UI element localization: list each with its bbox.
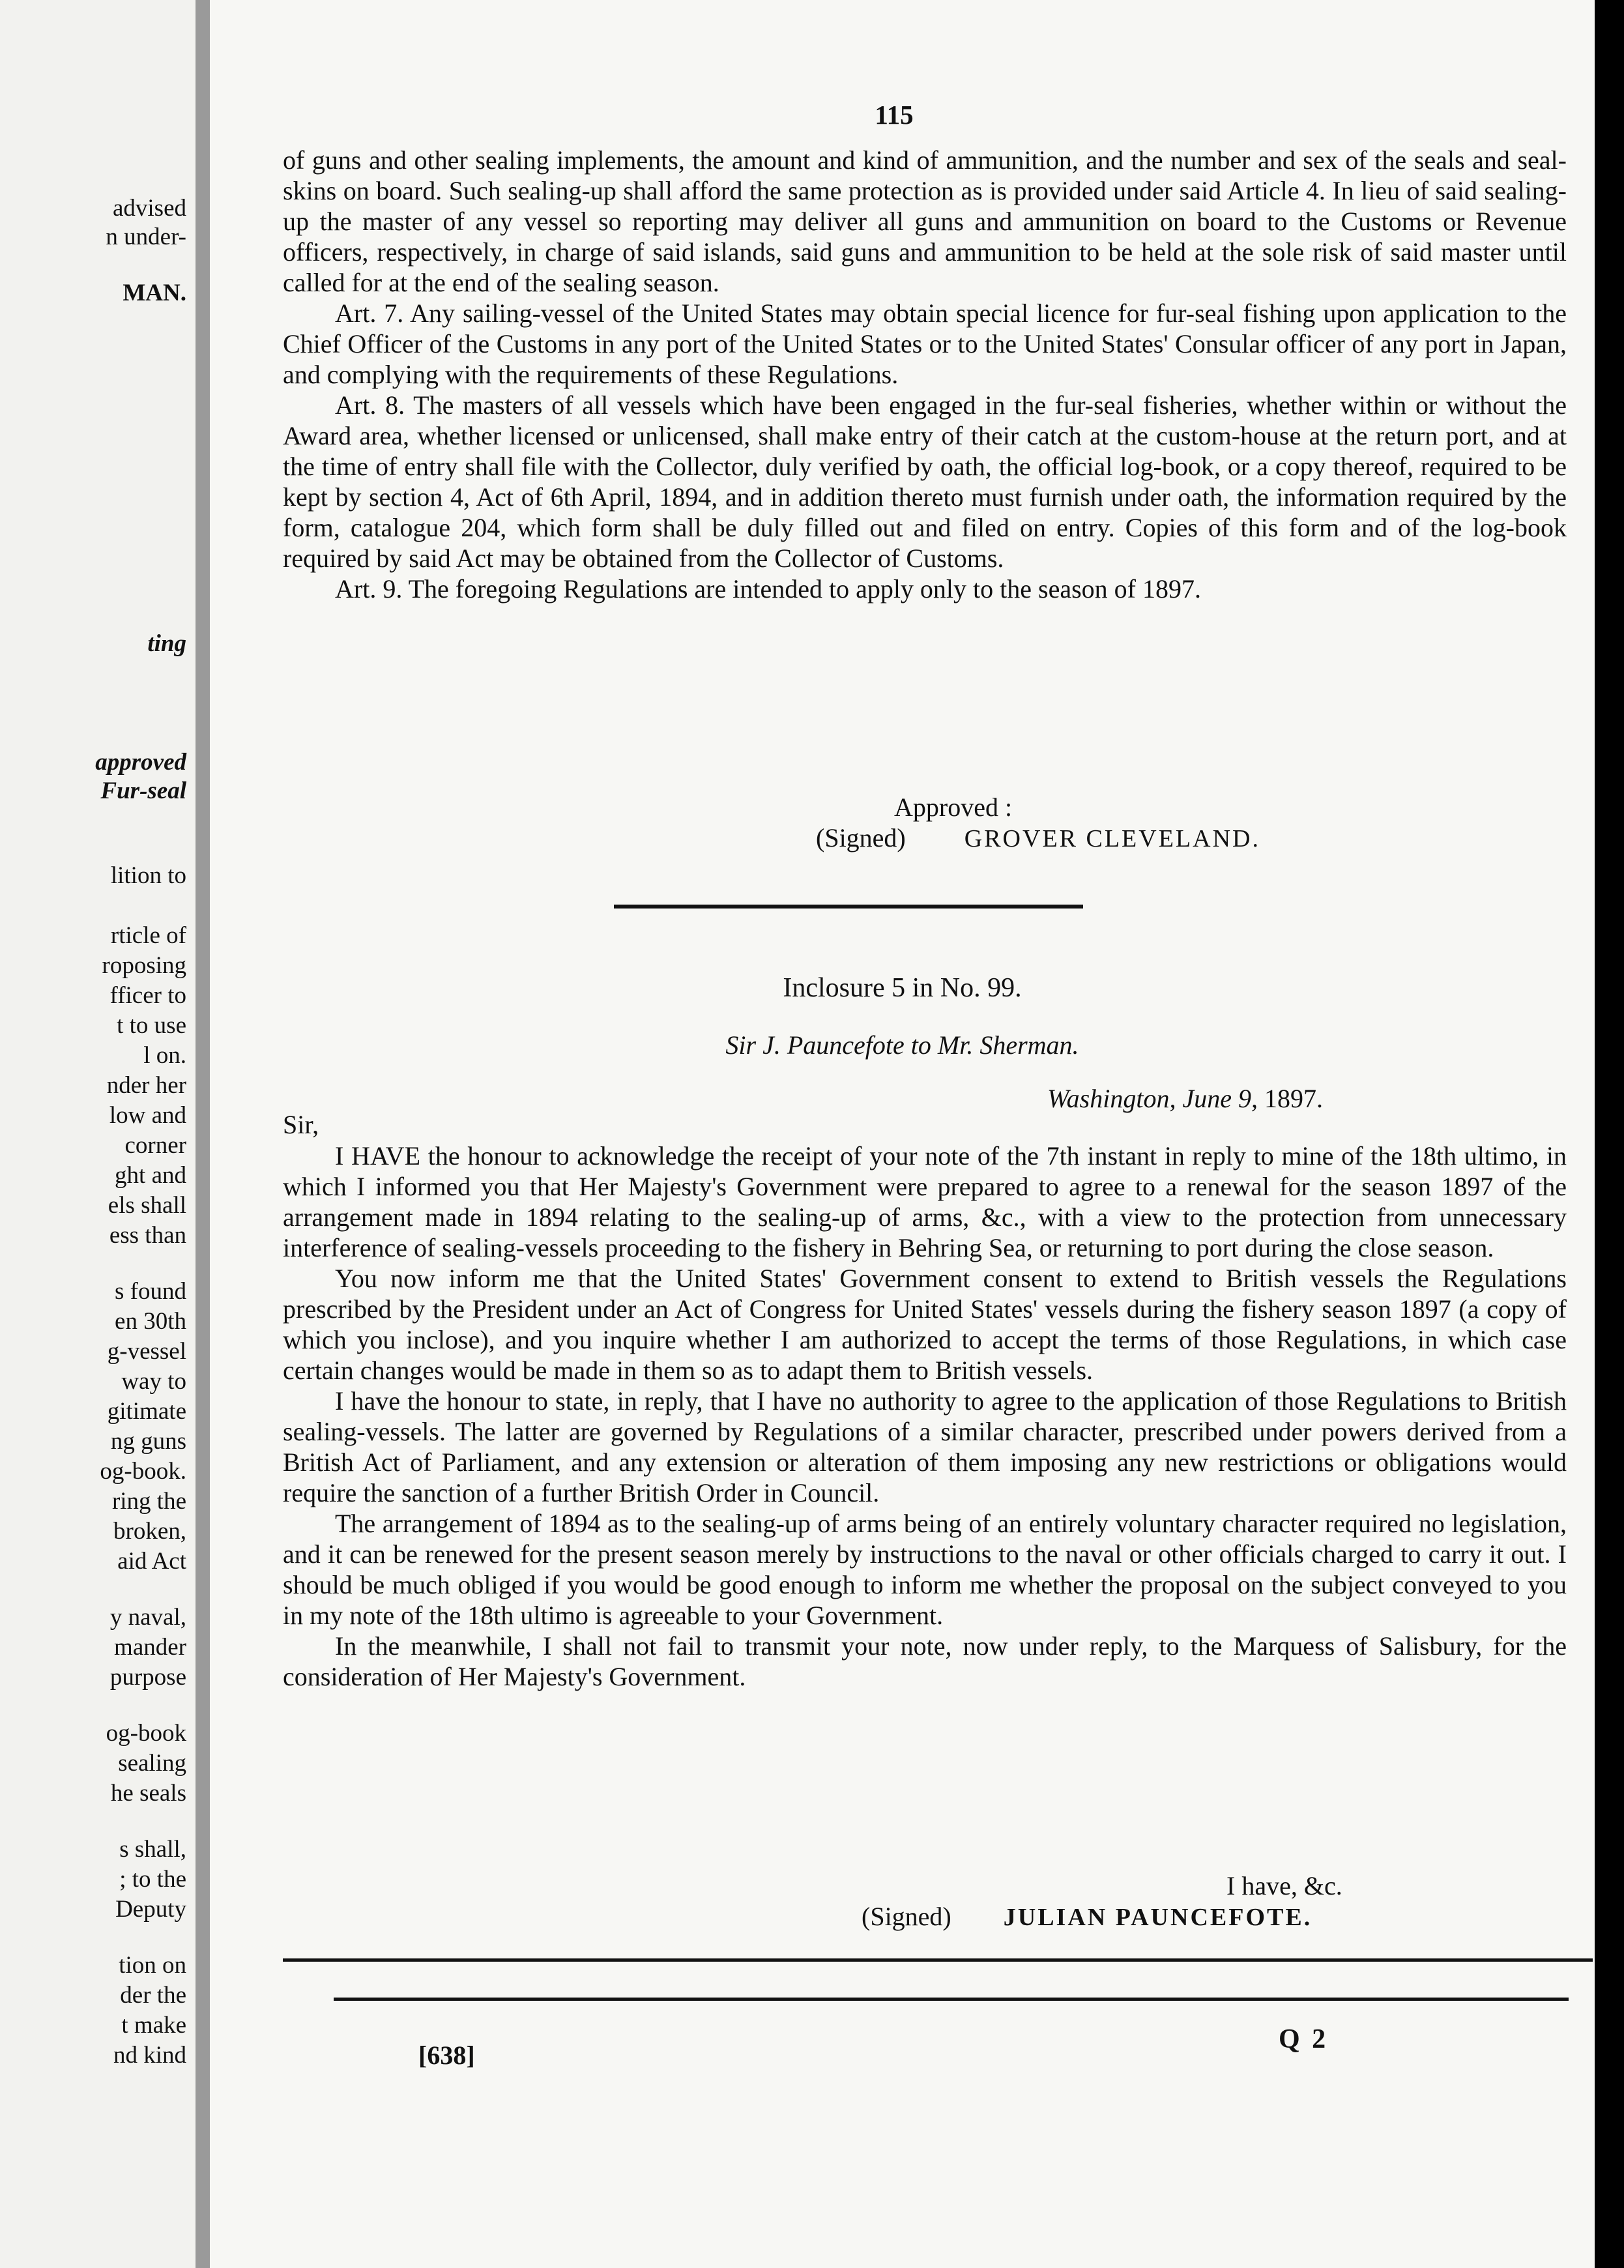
- adjacent-page-line: ting: [147, 630, 186, 657]
- adjacent-page-line: lition to: [110, 862, 186, 889]
- adjacent-page-line: t to use: [117, 1012, 186, 1039]
- adjacent-page-line: nd kind: [113, 2042, 186, 2069]
- adjacent-page-line: y naval,: [109, 1604, 186, 1631]
- adjacent-page-line: purpose: [109, 1664, 186, 1691]
- print-number: [638]: [418, 2041, 475, 2070]
- adjacent-page-line: roposing: [102, 952, 186, 979]
- page-number: 115: [875, 100, 914, 130]
- letter-body: [283, 1141, 1567, 1692]
- signature-mark: Q 2: [1279, 2024, 1329, 2054]
- adjacent-page-line: ; to the: [119, 1866, 186, 1893]
- footer-rule-lower: [334, 1998, 1569, 2001]
- adjacent-page-line: corner: [124, 1132, 186, 1159]
- adjacent-page-line: mander: [114, 1634, 186, 1661]
- adjacent-page-line: aid Act: [117, 1548, 186, 1575]
- letter-salutation: Sir,: [283, 1110, 319, 1139]
- signed-label: (Signed): [862, 1902, 951, 1931]
- adjacent-page-line: s found: [115, 1278, 186, 1305]
- adjacent-page-line: tion on: [119, 1952, 186, 1979]
- adjacent-page-line: broken,: [113, 1518, 186, 1545]
- section-divider: [614, 905, 1083, 909]
- letter-signature: [862, 1901, 1312, 1932]
- adjacent-page-line: t make: [121, 2012, 186, 2039]
- letter-paragraph-5: In the meanwhile, I shall not fail to transmit your note, now under reply, to the Marquess of Salisbury, for the consideration of Her Majesty's Government.: [283, 1631, 1567, 1691]
- signatory-name: JULIAN PAUNCEFOTE.: [1003, 1904, 1312, 1931]
- adjacent-page-line: ess than: [109, 1222, 186, 1249]
- dateline-place-date: Washington, June 9,: [1047, 1084, 1258, 1113]
- adjacent-page-line: he seals: [110, 1780, 186, 1807]
- letter-closing: I have, &c.: [1226, 1871, 1342, 1900]
- dateline-year: 1897.: [1264, 1084, 1323, 1113]
- adjacent-page-line: s shall,: [119, 1836, 186, 1863]
- approved-label: Approved :: [894, 792, 1013, 822]
- adjacent-page-line: ring the: [111, 1488, 186, 1515]
- letter-paragraph-2: You now inform me that the United States' Government consent to extend to British vessels the Regulations prescribed by the President under an Act of Congress for United States' vessels during the fishery season 1897 (a copy of which you inclose), and you inquire whether I am authorized to accept the terms of those Regulations, in which case certain changes would be made in them so as to adapt them to British vessels.: [283, 1264, 1567, 1385]
- article-7: Art. 7. Any sailing-vessel of the United States may obtain special licence for fur-seal fishing upon application to the Chief Officer of the Customs in any port of the United States or to the United States' Consular officer of any port in Japan, and complying with the requirements of these Regulations.: [283, 298, 1567, 389]
- adjacent-page-line: approved: [95, 749, 186, 776]
- adjacent-page-line: MAN.: [123, 280, 186, 306]
- adjacent-page-line: advised: [112, 195, 186, 222]
- page-gutter: [196, 0, 210, 2268]
- adjacent-page-line: sealing: [118, 1750, 186, 1777]
- adjacent-page-fragment: [0, 0, 196, 2268]
- adjacent-page-line: og-book: [106, 1720, 186, 1747]
- signed-label: (Signed): [816, 823, 906, 852]
- document-page: [210, 0, 1595, 2268]
- regulations-continuation: of guns and other sealing implements, the amount and kind of ammunition, and the number and sex of the seals and seal-skins on board. Such sealing-up shall afford the same protection as is provided under said Article 4. In lieu of said sealing-up the master of any vessel so reporting may deliver all guns and ammunition on board to the Customs or Revenue officers, respectively, in charge of said islands, said guns and ammunition to be held at the sole risk of said master until called for at the end of the sealing season.: [283, 145, 1567, 297]
- adjacent-page-line: l on.: [143, 1042, 186, 1069]
- article-8: Art. 8. The masters of all vessels which have been engaged in the fur-seal fisheries, whether within or without the Award area, whether licensed or unlicensed, shall make entry of their catch at the custom-house at the return port, and at the time of entry shall file with the Collector, duly verified by oath, the official log-book, or a copy thereof, required to be kept by section 4, Act of 6th April, 1894, and in addition thereto must furnish under oath, the information required by the form, catalogue 204, which form shall be duly filled out and filed on entry. Copies of this form and of the log-book required by said Act may be obtained from the Collector of Customs.: [283, 390, 1567, 573]
- footer-rule-upper: [283, 1958, 1593, 1962]
- adjacent-page-line: n under-: [106, 224, 186, 250]
- adjacent-page-line: els shall: [108, 1192, 186, 1219]
- adjacent-page-line: en 30th: [115, 1308, 186, 1335]
- letter-dateline: [1047, 1083, 1323, 1114]
- adjacent-page-line: gitimate: [107, 1398, 186, 1425]
- adjacent-page-line: rticle of: [110, 922, 186, 949]
- adjacent-page-line: Deputy: [115, 1896, 186, 1923]
- adjacent-page-line: nder her: [106, 1072, 186, 1099]
- adjacent-page-line: Fur-seal: [100, 778, 186, 804]
- adjacent-page-line: ng guns: [110, 1428, 186, 1455]
- letter-paragraph-3: I have the honour to state, in reply, that I have no authority to agree to the application of those Regulations to British sealing-vessels. The latter are governed by Regulations of a similar character, prescribed under powers derived from a British Act of Parliament, and any extension or alteration of them imposing any new restrictions or obligations would require the sanction of a further British Order in Council.: [283, 1386, 1567, 1507]
- regulations-signature: [816, 822, 1260, 853]
- letter-addressee: Sir J. Pauncefote to Mr. Sherman.: [725, 1030, 1079, 1060]
- signatory-name: GROVER CLEVELAND.: [964, 825, 1260, 852]
- letter-paragraph-1: I HAVE the honour to acknowledge the receipt of your note of the 7th instant in reply to mine of the 18th ultimo, in which I informed you that Her Majesty's Government were prepared to agree to a renewal for the season 1897 of the arrangement made in 1894 relating to the sealing-up of arms, &c., with a view to the protection from unnecessary interference of sealing-vessels proceeding to the fishery in Behring Sea, or returning to port during the close season.: [283, 1141, 1567, 1262]
- article-9: Art. 9. The foregoing Regulations are intended to apply only to the season of 1897.: [335, 574, 1201, 603]
- adjacent-page-line: fficer to: [109, 982, 186, 1009]
- inclosure-heading: Inclosure 5 in No. 99.: [783, 973, 1022, 1003]
- adjacent-page-line: g-vessel: [107, 1338, 186, 1365]
- regulations-text: [283, 145, 1567, 604]
- adjacent-page-line: low and: [109, 1102, 186, 1129]
- letter-paragraph-4: The arrangement of 1894 as to the sealing-up of arms being of an entirely voluntary character required no legislation, and it can be renewed for the present season merely by instructions to the naval or other officials charged to carry it out. I should be much obliged if you would be good enough to inform me whether the proposal on the subject conveyed to you in my note of the 18th ultimo is agreeable to your Government.: [283, 1509, 1567, 1630]
- adjacent-page-line: der the: [120, 1982, 186, 2009]
- scan-border: [1595, 0, 1624, 2268]
- adjacent-page-line: og-book.: [100, 1458, 186, 1485]
- adjacent-page-line: ght and: [115, 1162, 186, 1189]
- adjacent-page-line: way to: [121, 1368, 186, 1395]
